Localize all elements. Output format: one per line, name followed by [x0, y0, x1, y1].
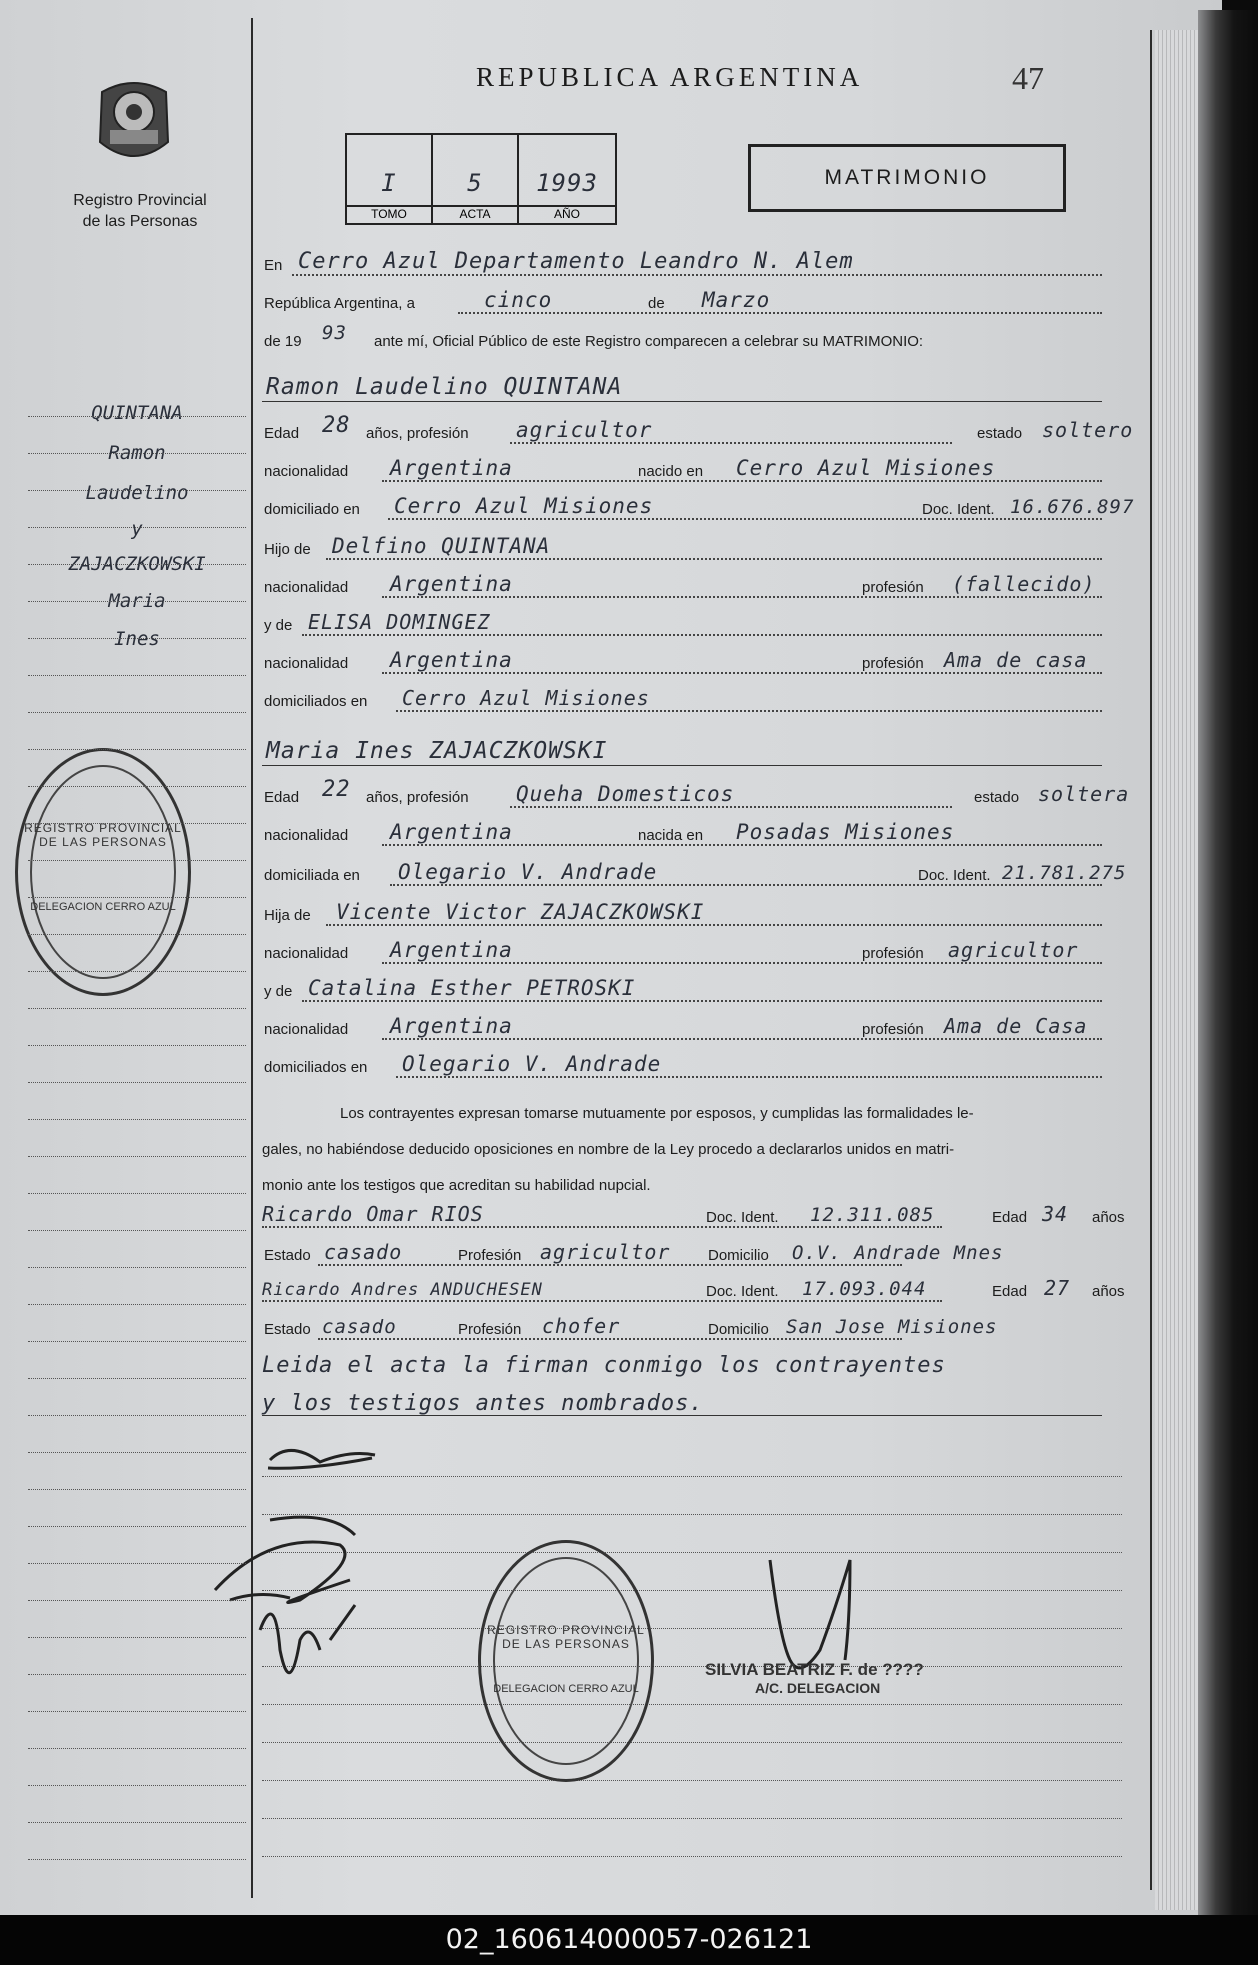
tomo-label: TOMO — [347, 205, 431, 221]
margin-note: Laudelino — [85, 482, 189, 504]
acta-label: ACTA — [433, 205, 517, 221]
witness-2-row: Ricardo Andres ANDUCHESEN Doc. Ident. 17.093.044 Edad 27 años — [262, 1276, 1125, 1300]
margin-rule-line — [28, 1489, 246, 1490]
groom-dom-row: domiciliado en Cerro Azul Misiones Doc. Ident. 16.676.897 — [264, 494, 1135, 518]
groom-nat-row: nacionalidad Argentina nacido en Cerro Azul Misiones — [262, 452, 1102, 486]
margin-rule-line — [28, 1822, 246, 1823]
bride-dom-row: domiciliada en Olegario V. Andrade Doc. Ident. 21.781.275 — [264, 860, 1127, 884]
margin-rule-line — [28, 453, 246, 454]
groom-father-nat-row: nacionalidad Argentina profesión (fallecido) — [262, 568, 1102, 602]
margin-note: Ines — [114, 628, 160, 650]
margin-rule-line — [28, 860, 246, 861]
groom-mother-row: y de ELISA DOMINGEZ — [262, 606, 1102, 640]
margin-rule-line — [28, 1637, 246, 1638]
margin-rule-line — [28, 1711, 246, 1712]
margin-note: y — [131, 518, 143, 540]
place-row: En Cerro Azul Departamento Leandro N. Alem — [262, 246, 1102, 280]
margin-rule-line — [28, 1378, 246, 1379]
bride-nat-row: nacionalidad Argentina nacida en Posadas Misiones — [262, 816, 1102, 850]
margin-rule-line — [28, 1193, 246, 1194]
acta-value: 5 — [467, 169, 483, 197]
margin-rule-line — [28, 1230, 246, 1231]
bride-father-nat-row: nacionalidad Argentina profesión agricultor — [262, 934, 1102, 968]
margin-rule-line — [28, 712, 246, 713]
place-value: Cerro Azul Departamento Leandro N. Alem — [298, 249, 854, 274]
margin-rule-line — [28, 1156, 246, 1157]
margin-rule-line — [28, 1008, 246, 1009]
registry-seal-center: REGISTRO PROVINCIAL DE LAS PERSONAS DELEGACION CERRO AZUL — [478, 1540, 654, 1782]
margin-rule-line — [28, 1526, 246, 1527]
margin-rule-line — [28, 1452, 246, 1453]
margin-rule-line — [28, 638, 246, 639]
groom-age-row: Edad 28 años, profesión agricultor estado soltero — [264, 413, 1134, 442]
bride-mother-nat-row: nacionalidad Argentina profesión Ama de Casa — [262, 1010, 1102, 1044]
witness-1-detail-row: Estado casado Profesión agricultor Domicilio O.V. Andrade Mnes — [264, 1240, 1004, 1264]
margin-rule-line — [28, 490, 246, 491]
country-title: REPUBLICA ARGENTINA — [476, 62, 864, 92]
margin-rule-line — [28, 1304, 246, 1305]
bride-mother-row: y de Catalina Esther PETROSKI — [262, 972, 1102, 1006]
page-number: 47 — [1012, 60, 1044, 96]
witness-1-row: Ricardo Omar RIOS Doc. Ident. 12.311.085 Edad 34 años — [262, 1202, 1125, 1226]
margin-rule-line — [28, 527, 246, 528]
margin-rule-line — [28, 934, 246, 935]
margin-rule-line — [28, 749, 246, 750]
margin-rule-line — [28, 1563, 246, 1564]
groom-parents-dom-row: domiciliados en Cerro Azul Misiones — [262, 682, 1102, 716]
closing-line-2: y los testigos antes nombrados. — [262, 1388, 1102, 1422]
ano-label: AÑO — [519, 205, 615, 221]
margin-rule-line — [28, 1674, 246, 1675]
margin-rule-line — [28, 1045, 246, 1046]
margin-rule-line — [28, 1341, 246, 1342]
margin-rule-line — [28, 416, 246, 417]
margin-rule-line — [28, 1748, 246, 1749]
ano-value: 1993 — [536, 169, 598, 197]
official-stamp: SILVIA BEATRIZ F. de ???? A/C. DELEGACION — [705, 1660, 924, 1696]
witness-2-detail-row: Estado casado Profesión chofer Domicilio San Jose Misiones — [264, 1314, 998, 1338]
margin-rule-line — [28, 1415, 246, 1416]
margin-rule-line — [28, 1119, 246, 1120]
margin-rule-line — [28, 1082, 246, 1083]
margin-note: ZAJACZKOWSKI — [68, 553, 206, 575]
margin-note: QUINTANA — [91, 402, 183, 424]
groom-father-row: Hijo de Delfino QUINTANA — [262, 530, 1102, 564]
margin-rule-line — [28, 823, 246, 824]
bride-father-row: Hija de Vicente Victor ZAJACZKOWSKI — [262, 896, 1102, 930]
margin-rule-line — [28, 1267, 246, 1268]
year-row: de 19 93 ante mí, Oficial Público de este Registro comparecen a celebrar su MATRIMONIO: — [264, 322, 924, 350]
margin-rule-line — [28, 564, 246, 565]
margin-note: Maria — [108, 590, 166, 612]
closing-line-1: Leida el acta la firman conmigo los contrayentes — [262, 1353, 946, 1378]
margin-rule-line — [28, 1785, 246, 1786]
margin-rule-line — [28, 675, 246, 676]
margin-rule-line — [28, 786, 246, 787]
bride-name: Maria Ines ZAJACZKOWSKI — [266, 738, 608, 764]
doc-type-box: MATRIMONIO — [748, 144, 1066, 212]
declaration-text: Los contrayentes expresan tomarse mutuamente por esposos, y cumplidas las formalidades le- gales, no habiéndose deducido oposiciones en nombre de la Ley procedo a declararlos unidos en matri- monio ante los testigos que acreditan su habilidad nupcial. — [262, 1105, 974, 1194]
margin-note: Ramon — [108, 442, 166, 464]
book-binding — [1198, 10, 1258, 1915]
groom-name: Ramon Laudelino QUINTANA — [266, 374, 623, 400]
margin-rule-line — [28, 897, 246, 898]
day-value: cinco — [484, 288, 553, 312]
margin-rule-line — [28, 1859, 246, 1860]
year-value: 93 — [322, 322, 347, 344]
groom-mother-nat-row: nacionalidad Argentina profesión Ama de casa — [262, 644, 1102, 678]
scan-id-footer: 02_160614000057-026121 — [0, 1915, 1258, 1965]
registry-seal-left: REGISTRO PROVINCIAL DE LAS PERSONAS DELEGACION CERRO AZUL — [15, 748, 191, 996]
margin-rule-line — [28, 601, 246, 602]
bride-parents-dom-row: domiciliados en Olegario V. Andrade — [262, 1048, 1102, 1082]
margin-rule-line — [28, 1600, 246, 1601]
date-row: República Argentina, a cinco de Marzo — [262, 284, 1102, 318]
tomo-value: I — [381, 169, 397, 197]
page-stack-edge — [1155, 30, 1200, 1910]
month-value: Marzo — [702, 288, 771, 312]
bride-age-row: Edad 22 años, profesión Queha Domesticos estado soltera — [264, 777, 1130, 806]
margin-rule-line — [28, 971, 246, 972]
registry-title: Registro Provincial de las Personas — [73, 192, 207, 230]
